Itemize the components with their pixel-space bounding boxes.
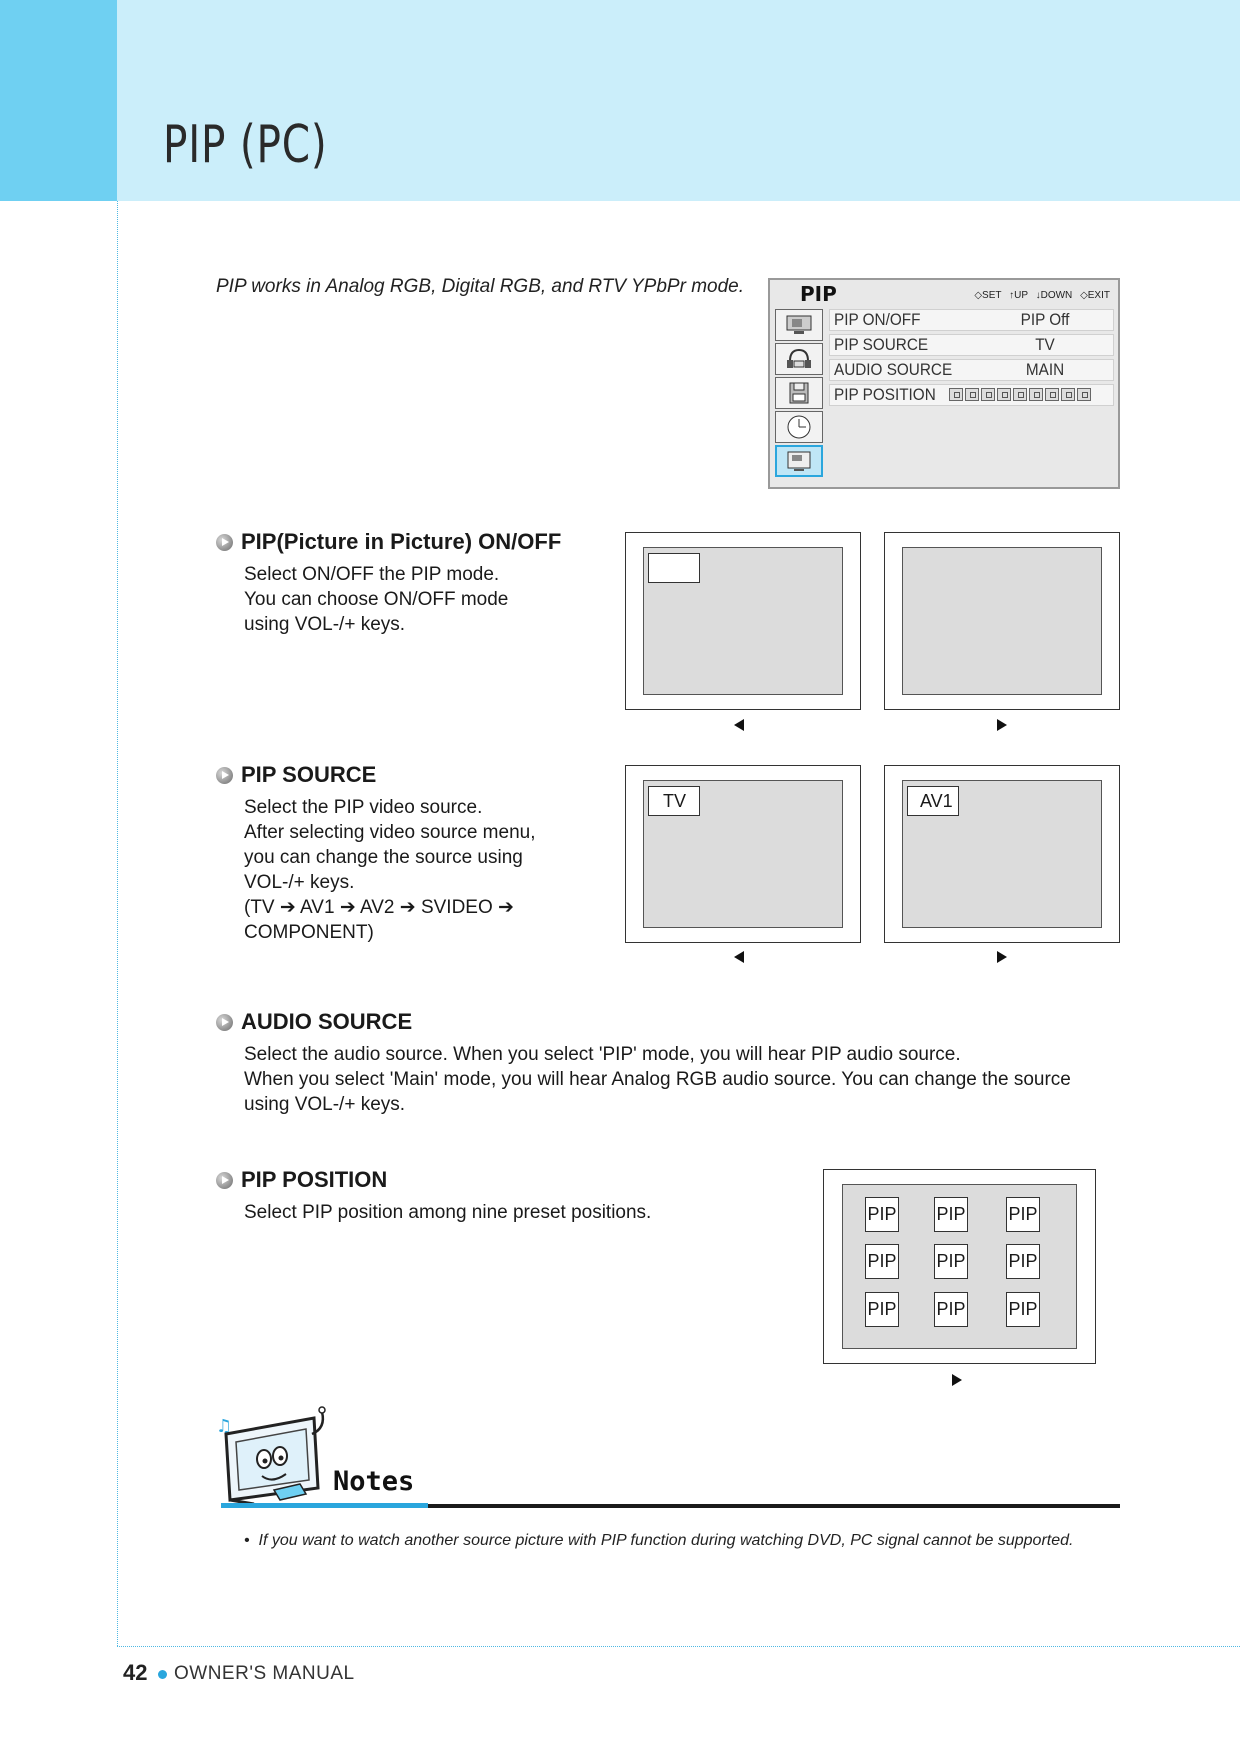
pip-position-middle-right: PIP — [1006, 1244, 1040, 1279]
osd-row-pip-source: PIP SOURCE TV — [829, 334, 1114, 356]
page-number: 42 — [123, 1660, 148, 1685]
page-title: PIP (PC) — [163, 115, 328, 175]
screen-source-av1 — [884, 765, 1120, 943]
pip-window-tv: TV — [648, 786, 700, 816]
section-body-audio: Select the audio source. When you select 'PIP' mode, you will hear PIP audio source. When you select 'Main' mode, you will hear Analog RGB audio source. You can change the source using VOL-/+ keys. — [244, 1044, 1071, 1115]
pip-window — [648, 553, 700, 583]
section-heading-onoff: PIP(Picture in Picture) ON/OFF — [216, 529, 561, 555]
pip-position-top-left: PIP — [865, 1197, 899, 1232]
right-arrow-icon — [952, 1374, 962, 1386]
exit-hint: ◇EXIT — [1080, 290, 1110, 301]
screen-pip-on — [625, 532, 861, 710]
osd-row-pip-onoff: PIP ON/OFF PIP Off — [829, 309, 1114, 331]
notes-divider-accent — [221, 1503, 428, 1508]
up-hint: ↑UP — [1009, 290, 1028, 301]
set-hint: ◇SET — [974, 290, 1002, 301]
osd-menu — [768, 278, 1120, 489]
left-arrow-icon — [734, 951, 744, 963]
section-body-source: Select the PIP video source. After selecting video source menu, you can change the source using VOL-/+ keys. (TV ➔ AV1 ➔ AV2 ➔ SVIDEO ➔ COMPONENT) — [244, 797, 536, 943]
pip-position-top-center: PIP — [934, 1197, 968, 1232]
osd-title: PIP — [800, 282, 837, 306]
function-icon — [775, 377, 823, 409]
section-heading-audio: AUDIO SOURCE — [216, 1009, 412, 1035]
screen-source-tv — [625, 765, 861, 943]
bullet-icon — [216, 767, 233, 784]
bullet-icon — [216, 1014, 233, 1031]
picture-icon — [775, 309, 823, 341]
right-arrow-icon — [997, 951, 1007, 963]
bullet-icon — [216, 1172, 233, 1189]
notes-title: Notes — [333, 1466, 415, 1497]
time-icon — [775, 411, 823, 443]
section-heading-position: PIP POSITION — [216, 1167, 387, 1193]
pip-position-bottom-left: PIP — [865, 1292, 899, 1327]
osd-row-pip-position: PIP POSITION — [829, 384, 1114, 406]
position-indicator-boxes — [949, 388, 1091, 401]
screen-position-grid — [823, 1169, 1096, 1364]
pip-position-top-right: PIP — [1006, 1197, 1040, 1232]
svg-text:♫: ♫ — [216, 1416, 233, 1437]
down-hint: ↓DOWN — [1035, 290, 1073, 301]
margin-dotted-line — [117, 201, 118, 1646]
pip-position-middle-left: PIP — [865, 1244, 899, 1279]
section-body-position: Select PIP position among nine preset positions. — [244, 1202, 652, 1223]
pip-position-bottom-center: PIP — [934, 1292, 968, 1327]
sound-icon — [775, 343, 823, 375]
pip-icon — [775, 445, 823, 477]
tv-mascot-icon — [214, 1404, 344, 1513]
right-arrow-icon — [997, 719, 1007, 731]
notes-divider — [428, 1504, 1120, 1508]
screen-pip-off — [884, 532, 1120, 710]
pip-position-bottom-right: PIP — [1006, 1292, 1040, 1327]
osd-row-audio-source: AUDIO SOURCE MAIN — [829, 359, 1114, 381]
note-item: • If you want to watch another source picture with PIP function during watching DVD, PC signal cannot be supported. — [244, 1532, 1074, 1549]
header-band-accent — [0, 0, 117, 201]
section-heading-source: PIP SOURCE — [216, 762, 376, 788]
osd-key-hints — [969, 290, 1110, 301]
footer-dotted-line — [117, 1646, 1240, 1647]
bullet-icon — [216, 534, 233, 551]
footer-dot-icon — [158, 1670, 167, 1679]
pip-position-middle-center: PIP — [934, 1244, 968, 1279]
left-arrow-icon — [734, 719, 744, 731]
footer-label: OWNER'S MANUAL — [174, 1663, 355, 1684]
section-body-onoff: Select ON/OFF the PIP mode. You can choose ON/OFF mode using VOL-/+ keys. — [244, 564, 509, 635]
intro-text: PIP works in Analog RGB, Digital RGB, and RTV YPbPr mode. — [216, 276, 745, 297]
pip-window-av1: AV1 — [907, 786, 959, 816]
